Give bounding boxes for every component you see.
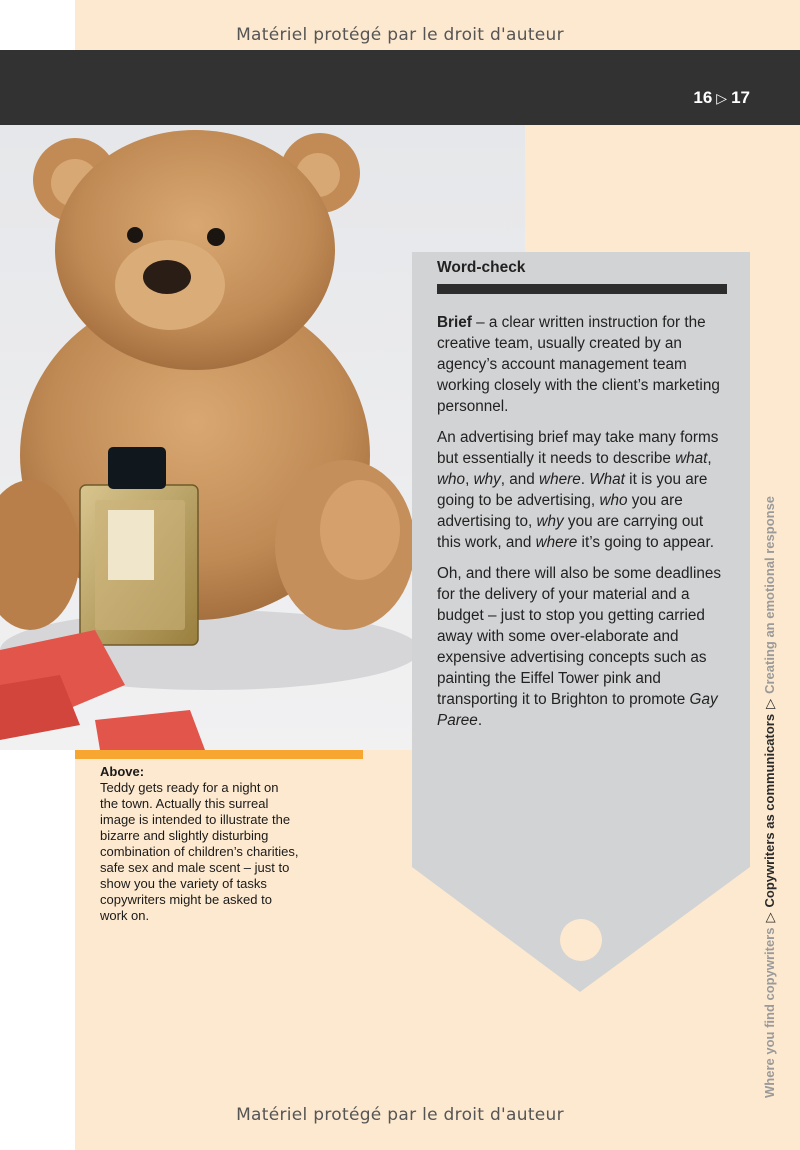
brief-text: – a clear written instruction for the creative team, usually created by an agency’s account management team working closely with the client’s marketing personnel. bbox=[437, 314, 720, 415]
p2-text-i: it’s going to appear. bbox=[577, 534, 714, 551]
breadcrumb-arrow-icon: ▷ bbox=[762, 912, 777, 923]
caption-body: Teddy gets ready for a night on the town. Actually this surreal image is intended to illustrate the bizarre and slightly disturbing combination of children’s charities, safe sex and male scent – just to show you the variety of tasks copywriters might be asked to work on. bbox=[100, 780, 299, 923]
page-number-left: 16 bbox=[693, 88, 713, 107]
p2-text-d: , and bbox=[500, 471, 540, 488]
p3-em-gay-paree: Gay Paree bbox=[437, 691, 718, 729]
p2-em-where: where bbox=[539, 471, 581, 488]
p3-text: Oh, and there will also be some deadlines for the delivery of your material and a budget – just to stop you getting carried away with some over-elaborate and expensive advertising concepts such as painting the Eiffel Tower pink and transporting it to Brighton to promote bbox=[437, 565, 722, 708]
watermark-top: Matériel protégé par le droit d'auteur bbox=[236, 25, 564, 45]
p2-text-b: , bbox=[707, 450, 712, 467]
p3-end: . bbox=[477, 712, 483, 729]
breadcrumb-arrow-icon-2: ▷ bbox=[762, 698, 777, 709]
page-arrow-icon: ▷ bbox=[716, 90, 728, 106]
brief-paragraph-2 bbox=[437, 427, 727, 553]
section-breadcrumb bbox=[762, 496, 778, 1098]
p2-text-g: you are advertising to, bbox=[437, 492, 683, 530]
p2-em-what: what bbox=[675, 450, 708, 467]
breadcrumb-item-1: Where you find copywriters bbox=[762, 927, 777, 1098]
word-check-rule bbox=[437, 284, 727, 294]
p2-em-why: why bbox=[473, 471, 501, 488]
p2-em-why2: why bbox=[536, 513, 564, 530]
brief-definition bbox=[437, 312, 727, 417]
p2-em-who2: who bbox=[599, 492, 628, 509]
p2-em-who: who bbox=[437, 471, 466, 488]
word-check-title: Word-check bbox=[437, 259, 526, 276]
orange-rule bbox=[75, 750, 363, 759]
photo-caption bbox=[100, 764, 300, 924]
word-check-tag bbox=[412, 252, 750, 994]
p2-text-f: it is you are going to be advertising, bbox=[437, 471, 708, 509]
header-bar bbox=[0, 50, 800, 125]
page-number-right: 17 bbox=[731, 88, 750, 107]
watermark-bottom: Matériel protégé par le droit d'auteur bbox=[236, 1105, 564, 1125]
p2-text-h: you are carrying out this work, and bbox=[437, 513, 704, 551]
brief-paragraph-3 bbox=[437, 563, 727, 731]
brief-term: Brief bbox=[437, 314, 472, 331]
breadcrumb-item-3: Creating an emotional response bbox=[762, 495, 777, 694]
p2-text-e: . bbox=[580, 471, 590, 488]
breadcrumb-item-2: Copywriters as communicators bbox=[762, 713, 777, 908]
p2-em-where2: where bbox=[535, 534, 578, 551]
p2-text-a: An advertising brief may take many forms but essentially it needs to describe bbox=[437, 429, 719, 467]
p2-text-c: , bbox=[465, 471, 474, 488]
p2-em-what2: What bbox=[589, 471, 625, 488]
caption-title: Above: bbox=[100, 764, 145, 779]
page-numbers bbox=[693, 88, 750, 108]
